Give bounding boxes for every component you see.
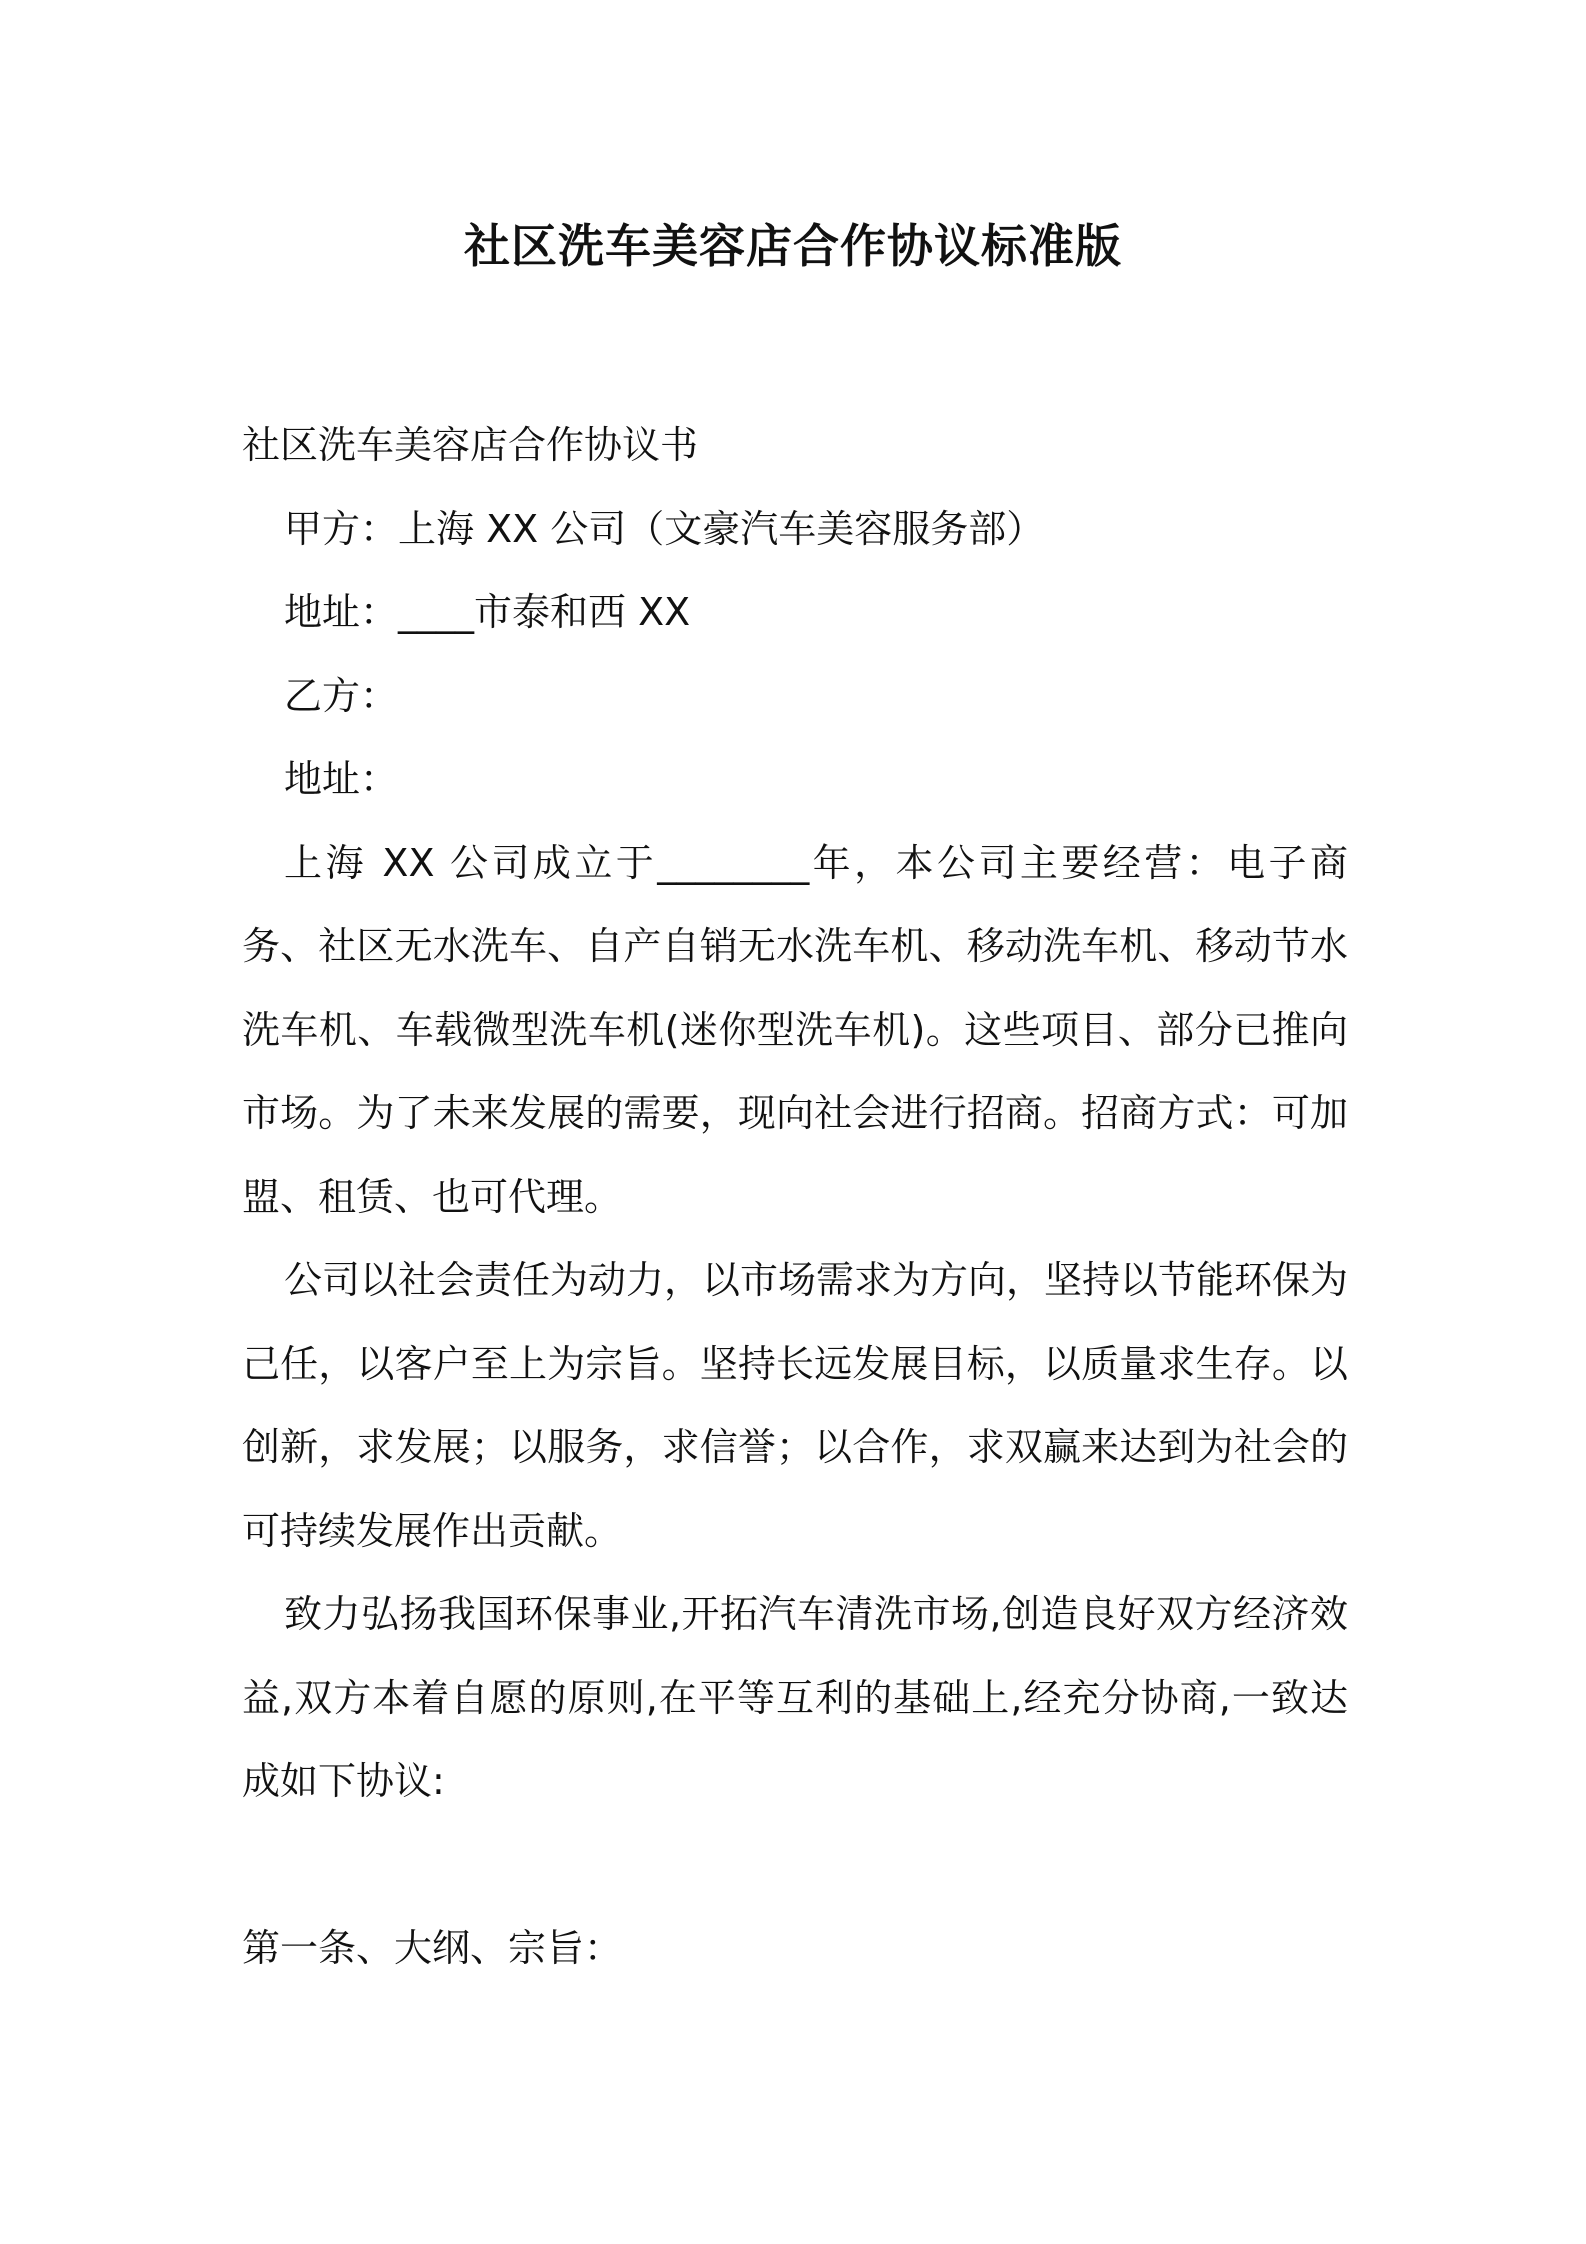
article-1-heading: 第一条、大纲、宗旨：	[242, 1926, 623, 1970]
company-intro-paragraph: 上海 XX 公司成立于________年，本公司主要经营：电子商务、社区无水洗车、自产自销无水洗车机、移动洗车机、移动节水洗车机、车载微型洗车机(迷你型洗车机)。这些项目、部分已推向市场。为了未来发展的需要，现向社会进行招商。招商方式：可加盟、租赁、也可代理。	[242, 840, 1348, 1219]
party-a-address-line: 地址：____市泰和西 XX	[284, 590, 691, 634]
document-title: 社区洗车美容店合作协议标准版	[464, 219, 1122, 273]
agreement-subtitle: 社区洗车美容店合作协议书	[242, 423, 699, 467]
document-body	[242, 404, 1348, 1991]
party-b-line: 乙方：	[284, 673, 399, 718]
party-a-line: 甲方：上海 XX 公司（文豪汽车美容服务部）	[284, 506, 1045, 551]
party-b-address-line: 地址：	[284, 757, 399, 801]
company-mission-paragraph: 公司以社会责任为动力，以市场需求为方向，坚持以节能环保为己任，以客户至上为宗旨。坚持长远发展目标，以质量求生存。以创新，求发展；以服务，求信誉；以合作，求双赢来达到为社会的可持续发展作出贡献。	[242, 1258, 1349, 1553]
agreement-intent-paragraph: 致力弘扬我国环保事业,开拓汽车清洗市场,创造良好双方经济效益,双方本着自愿的原则,在平等互利的基础上,经充分协商,一致达成如下协议:	[242, 1592, 1348, 1803]
